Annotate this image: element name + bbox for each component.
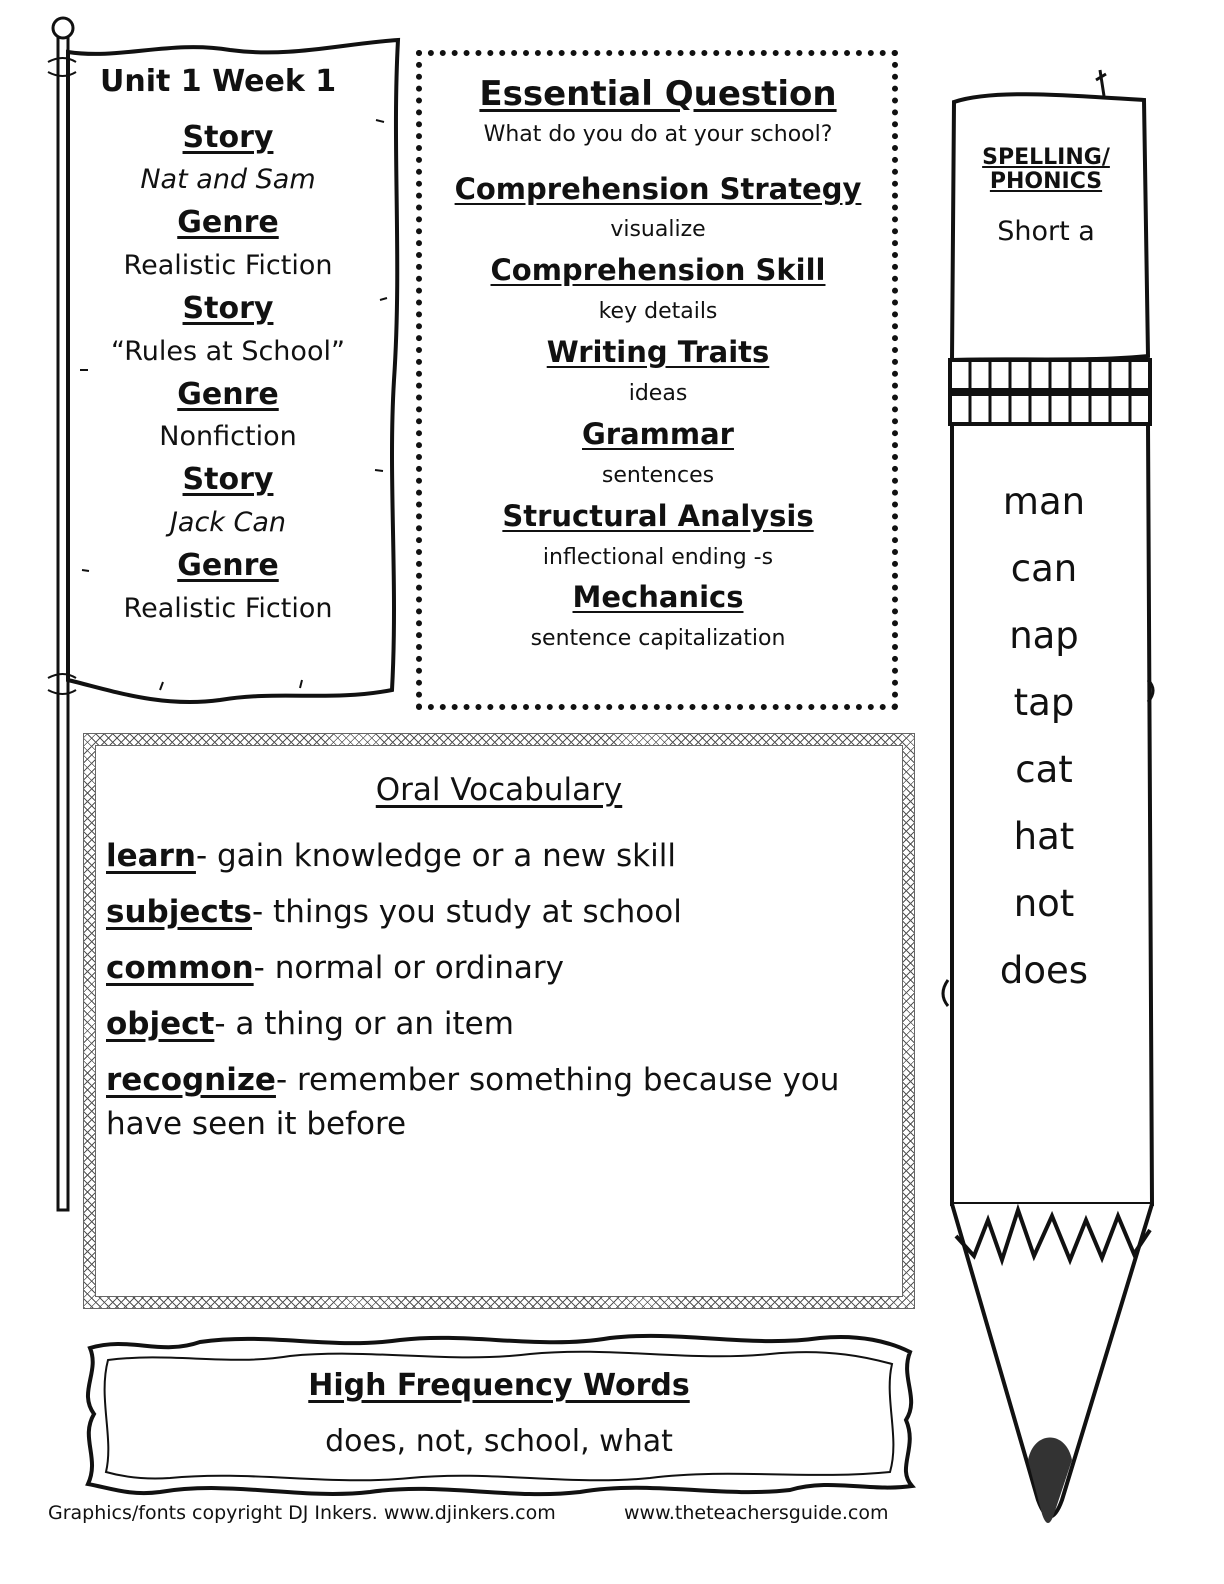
spelling-word: can xyxy=(1010,547,1078,590)
grammar-heading: Grammar xyxy=(582,417,734,451)
vocab-item xyxy=(106,834,866,878)
story-title: Nat and Sam xyxy=(140,164,316,195)
vocab-term: learn xyxy=(106,838,196,874)
genre-value: Realistic Fiction xyxy=(123,250,333,281)
grammar-value: sentences xyxy=(601,463,715,488)
genre-heading: Genre xyxy=(177,548,279,583)
oral-vocabulary-box xyxy=(84,734,914,1308)
high-frequency-title: High Frequency Words xyxy=(308,1368,690,1403)
vocab-definition: - normal or ordinary xyxy=(253,950,564,986)
comprehension-skill-value: key details xyxy=(598,299,718,324)
comprehension-skill-heading: Comprehension Skill xyxy=(490,253,826,287)
spelling-word: tap xyxy=(1013,681,1075,724)
vocab-definition: - remember something because you have seen it before xyxy=(106,1062,840,1142)
pencil-graphic xyxy=(930,60,1170,1550)
spelling-word: cat xyxy=(1015,748,1073,791)
footer-copyright: Graphics/fonts copyright DJ Inkers. www.djinkers.com xyxy=(48,1502,556,1524)
spelling-word: nap xyxy=(1009,614,1079,657)
spelling-phonics-label xyxy=(966,146,1126,194)
oral-vocabulary-title: Oral Vocabulary xyxy=(375,772,623,808)
essential-question-title: Essential Question xyxy=(479,74,837,114)
vocab-term: subjects xyxy=(106,894,253,930)
vocab-term: recognize xyxy=(106,1062,276,1098)
spelling-word: not xyxy=(1013,882,1075,925)
writing-traits-value: ideas xyxy=(628,381,688,406)
genre-value: Realistic Fiction xyxy=(123,593,333,624)
mechanics-value: sentence capitalization xyxy=(530,626,786,651)
essential-question-text: What do you do at your school? xyxy=(483,122,833,147)
writing-traits-heading: Writing Traits xyxy=(546,335,770,369)
high-frequency-words: does, not, school, what xyxy=(325,1424,673,1459)
genre-heading: Genre xyxy=(177,377,279,412)
vocab-term: object xyxy=(106,1006,215,1042)
genre-value: Nonfiction xyxy=(159,421,297,452)
vocab-item xyxy=(106,890,866,934)
structural-analysis-value: inflectional ending -s xyxy=(542,545,774,570)
high-frequency-frame-graphic xyxy=(70,1328,930,1498)
comprehension-strategy-heading: Comprehension Strategy xyxy=(454,172,862,206)
footer-website: www.theteachersguide.com xyxy=(624,1502,889,1524)
spelling-pattern: Short a xyxy=(997,216,1095,247)
comprehension-strategy-value: visualize xyxy=(610,217,706,242)
spelling-word: does xyxy=(999,949,1089,992)
mechanics-heading: Mechanics xyxy=(572,580,744,614)
unit-week-title: Unit 1 Week 1 xyxy=(100,64,337,99)
story-title: Jack Can xyxy=(169,507,287,538)
genre-heading: Genre xyxy=(177,205,279,240)
structural-analysis-heading: Structural Analysis xyxy=(502,499,814,533)
story-heading: Story xyxy=(182,120,274,155)
spelling-label-line1: SPELLING/ xyxy=(982,145,1110,170)
vocab-item xyxy=(106,1058,866,1146)
vocab-item xyxy=(106,946,866,990)
spelling-word: man xyxy=(1002,480,1086,523)
vocab-item xyxy=(106,1002,866,1046)
story-heading: Story xyxy=(182,291,274,326)
story-title: “Rules at School” xyxy=(111,336,345,367)
story-heading: Story xyxy=(182,462,274,497)
vocab-term: common xyxy=(106,950,254,986)
vocab-definition: - gain knowledge or a new skill xyxy=(195,838,676,874)
spelling-label-line2: PHONICS xyxy=(989,169,1103,194)
spelling-word: hat xyxy=(1013,815,1075,858)
vocab-definition: - a thing or an item xyxy=(214,1006,514,1042)
vocab-definition: - things you study at school xyxy=(252,894,682,930)
